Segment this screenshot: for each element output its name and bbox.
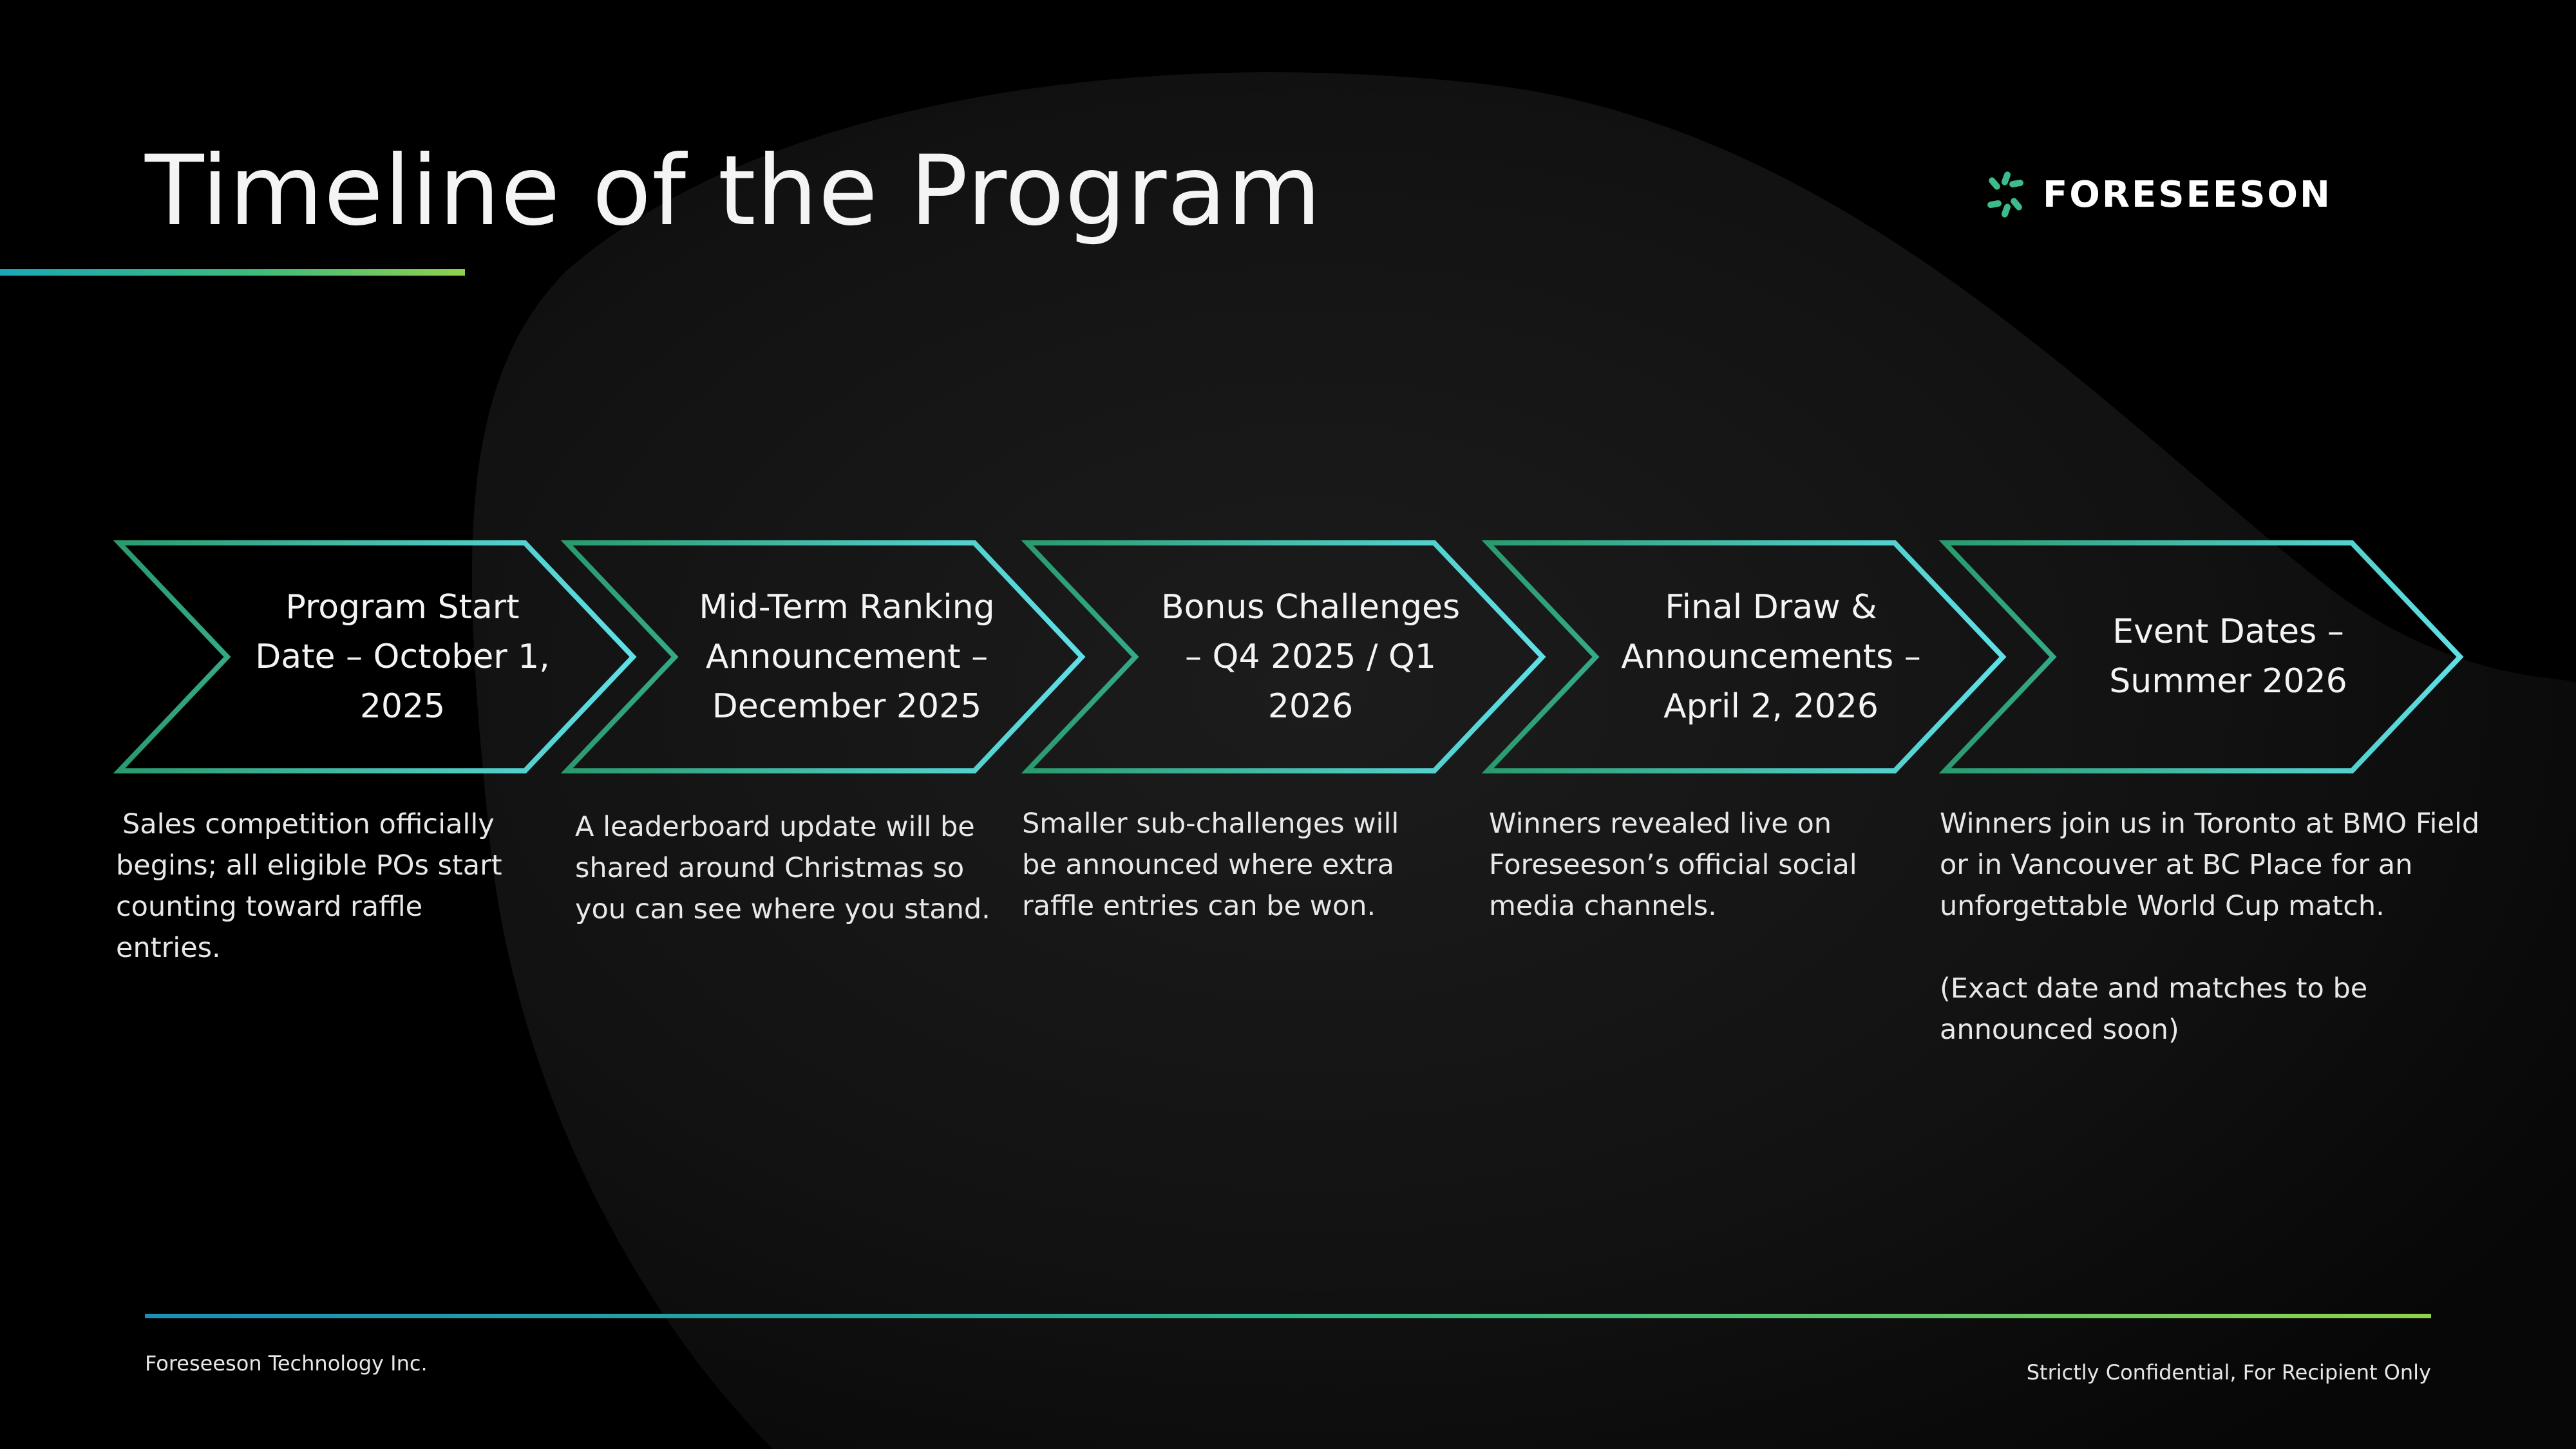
logo-text: FORESEESON	[2043, 173, 2332, 216]
footer-confidential: Strictly Confidential, For Recipient Only	[2026, 1360, 2431, 1385]
step-2-description	[575, 806, 994, 930]
step-1-description	[116, 804, 528, 969]
step-3-title: Bonus Challenges – Q4 2025 / Q1 2026	[1160, 587, 1461, 726]
step-2-title: Mid-Term Ranking Announcement – December 2025	[699, 587, 995, 726]
step-5-description	[1940, 803, 2481, 1050]
step-1-title: Program Start Date – October 1, 2025	[255, 587, 550, 726]
step-3-desc-text: Smaller sub-challenges will be announced where extra raffle entries can be won.	[1022, 808, 1399, 922]
step-4-desc-text: Winners revealed live on Foreseeson’s official social media channels.	[1489, 808, 1857, 922]
step-3-description	[1022, 803, 1428, 927]
footer-company: Foreseeson Technology Inc.	[145, 1351, 428, 1376]
step-4-description	[1489, 803, 1888, 927]
footer-divider	[145, 1314, 2431, 1318]
step-4-title: Final Draw & Announcements – April 2, 2026	[1621, 587, 1921, 726]
step-5-title: Event Dates – Summer 2026	[2109, 612, 2347, 701]
step-5-desc-note: (Exact date and matches to be announced soon)	[1940, 972, 2368, 1046]
page-title: Timeline of the Program	[145, 135, 1322, 247]
step-2-desc-text: A leaderboard update will be shared around Christmas so you can see where you stand.	[575, 811, 990, 925]
step-5-desc-text: Winners join us in Toronto at BMO Field or in Vancouver at BC Place for an unforgettable World Cup match.	[1940, 808, 2480, 922]
step-1-desc-text: Sales competition officially begins; all eligible POs start counting toward raffle entries.	[116, 808, 502, 964]
